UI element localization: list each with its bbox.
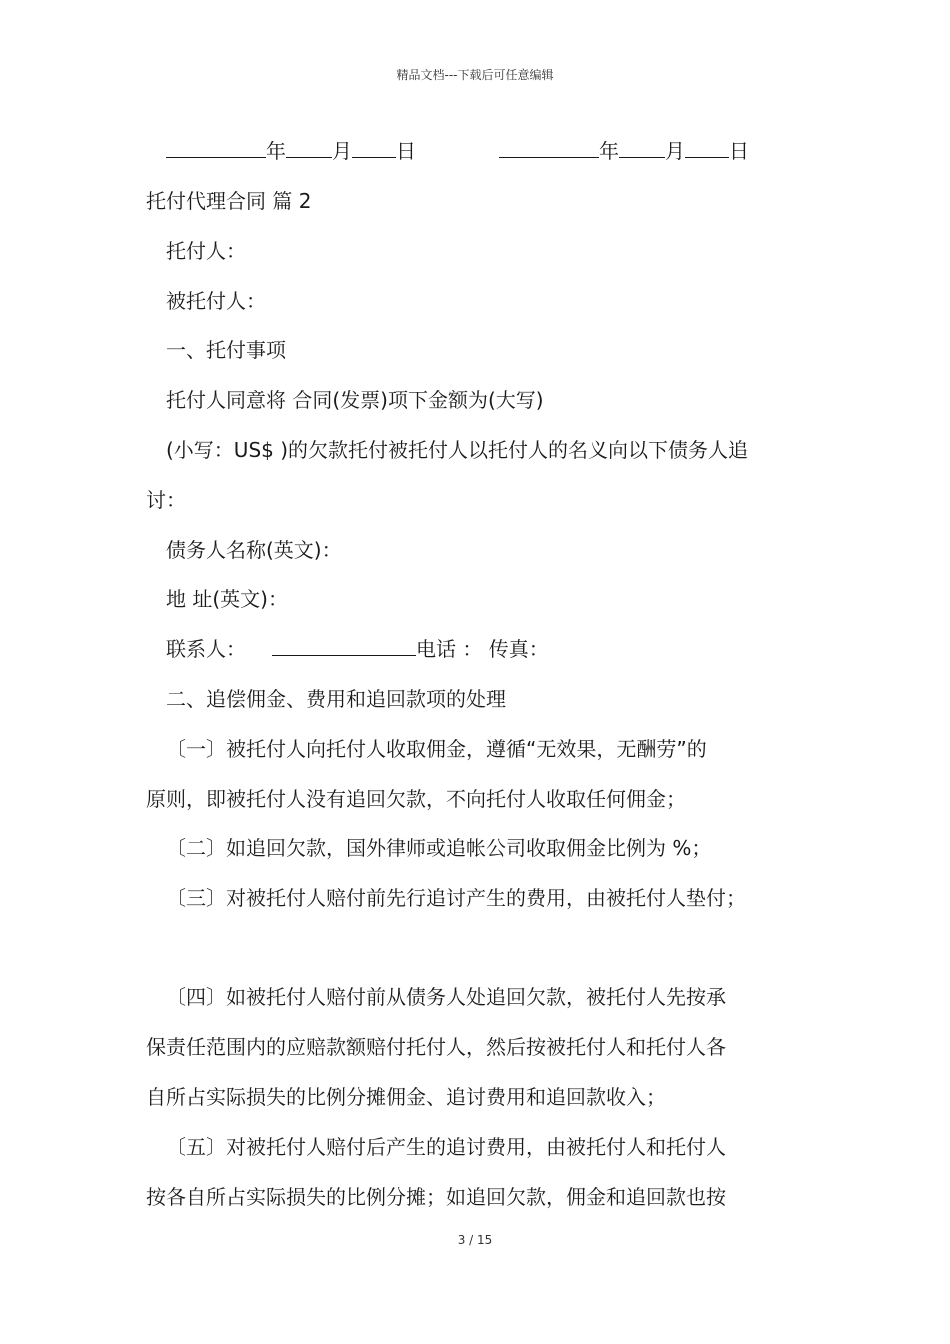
contact-line [166,635,549,663]
label-year-2: 年 [599,139,619,163]
label-month-2: 月 [665,139,685,163]
label-day-1: 日 [396,139,416,163]
date-line-2 [499,137,749,165]
blank-month-1 [286,139,332,158]
label-day-2: 日 [729,139,749,163]
date-line [166,137,416,165]
blank-year-1 [166,139,266,158]
clause-4-line-2: 保责任范围内的应赔款额赔付托付人，然后按被托付人和托付人各 [146,1035,726,1059]
agent-label: 被托付人： [166,289,266,313]
clause-5-line-2: 按各自所占实际损失的比例分摊；如追回欠款，佣金和追回款也按 [146,1185,726,1209]
blank-month-2 [619,139,665,158]
contact-blank [272,637,416,656]
contract-title: 托付代理合同 篇 2 [146,189,312,213]
page-number: 3 / 15 [457,1233,493,1247]
clause-2: 〔二〕如追回欠款，国外律师或追帐公司收取佣金比例为 %； [166,836,712,860]
label-year-1: 年 [266,139,286,163]
address-label: 地 址(英文)： [166,587,288,611]
blank-day-2 [685,139,729,158]
phone-fax-label: 电话 ： 传真： [416,637,549,661]
clause-1-line-1: 〔一〕被托付人向托付人收取佣金，遵循“无效果，无酬劳”的 [166,737,707,761]
contact-label: 联系人： [166,637,246,661]
amount-text-1: (小写：US$ )的欠款托付被托付人以托付人的名义向以下债务人追 [166,438,749,462]
amount-text-2: 讨： [146,488,186,512]
agreement-text: 托付人同意将 合同(发票)项下金额为(大写) [166,388,544,412]
blank-year-2 [499,139,599,158]
debtor-name-label: 债务人名称(英文)： [166,538,342,562]
label-month-1: 月 [332,139,352,163]
principal-label: 托付人： [166,239,246,263]
page-header: 精品文档---下载后可任意编辑 [396,68,554,82]
clause-3: 〔三〕对被托付人赔付前先行追讨产生的费用，由被托付人垫付； [166,886,746,910]
clause-5-line-1: 〔五〕对被托付人赔付后产生的追讨费用，由被托付人和托付人 [166,1135,726,1159]
blank-day-1 [352,139,396,158]
clause-4-line-3: 自所占实际损失的比例分摊佣金、追讨费用和追回款收入； [146,1085,666,1109]
clause-1-line-2: 原则，即被托付人没有追回欠款，不向托付人收取任何佣金； [146,787,686,811]
section-1-heading: 一、托付事项 [166,338,286,362]
clause-4-line-1: 〔四〕如被托付人赔付前从债务人处追回欠款，被托付人先按承 [166,985,726,1009]
section-2-heading: 二、追偿佣金、费用和追回款项的处理 [166,687,506,711]
